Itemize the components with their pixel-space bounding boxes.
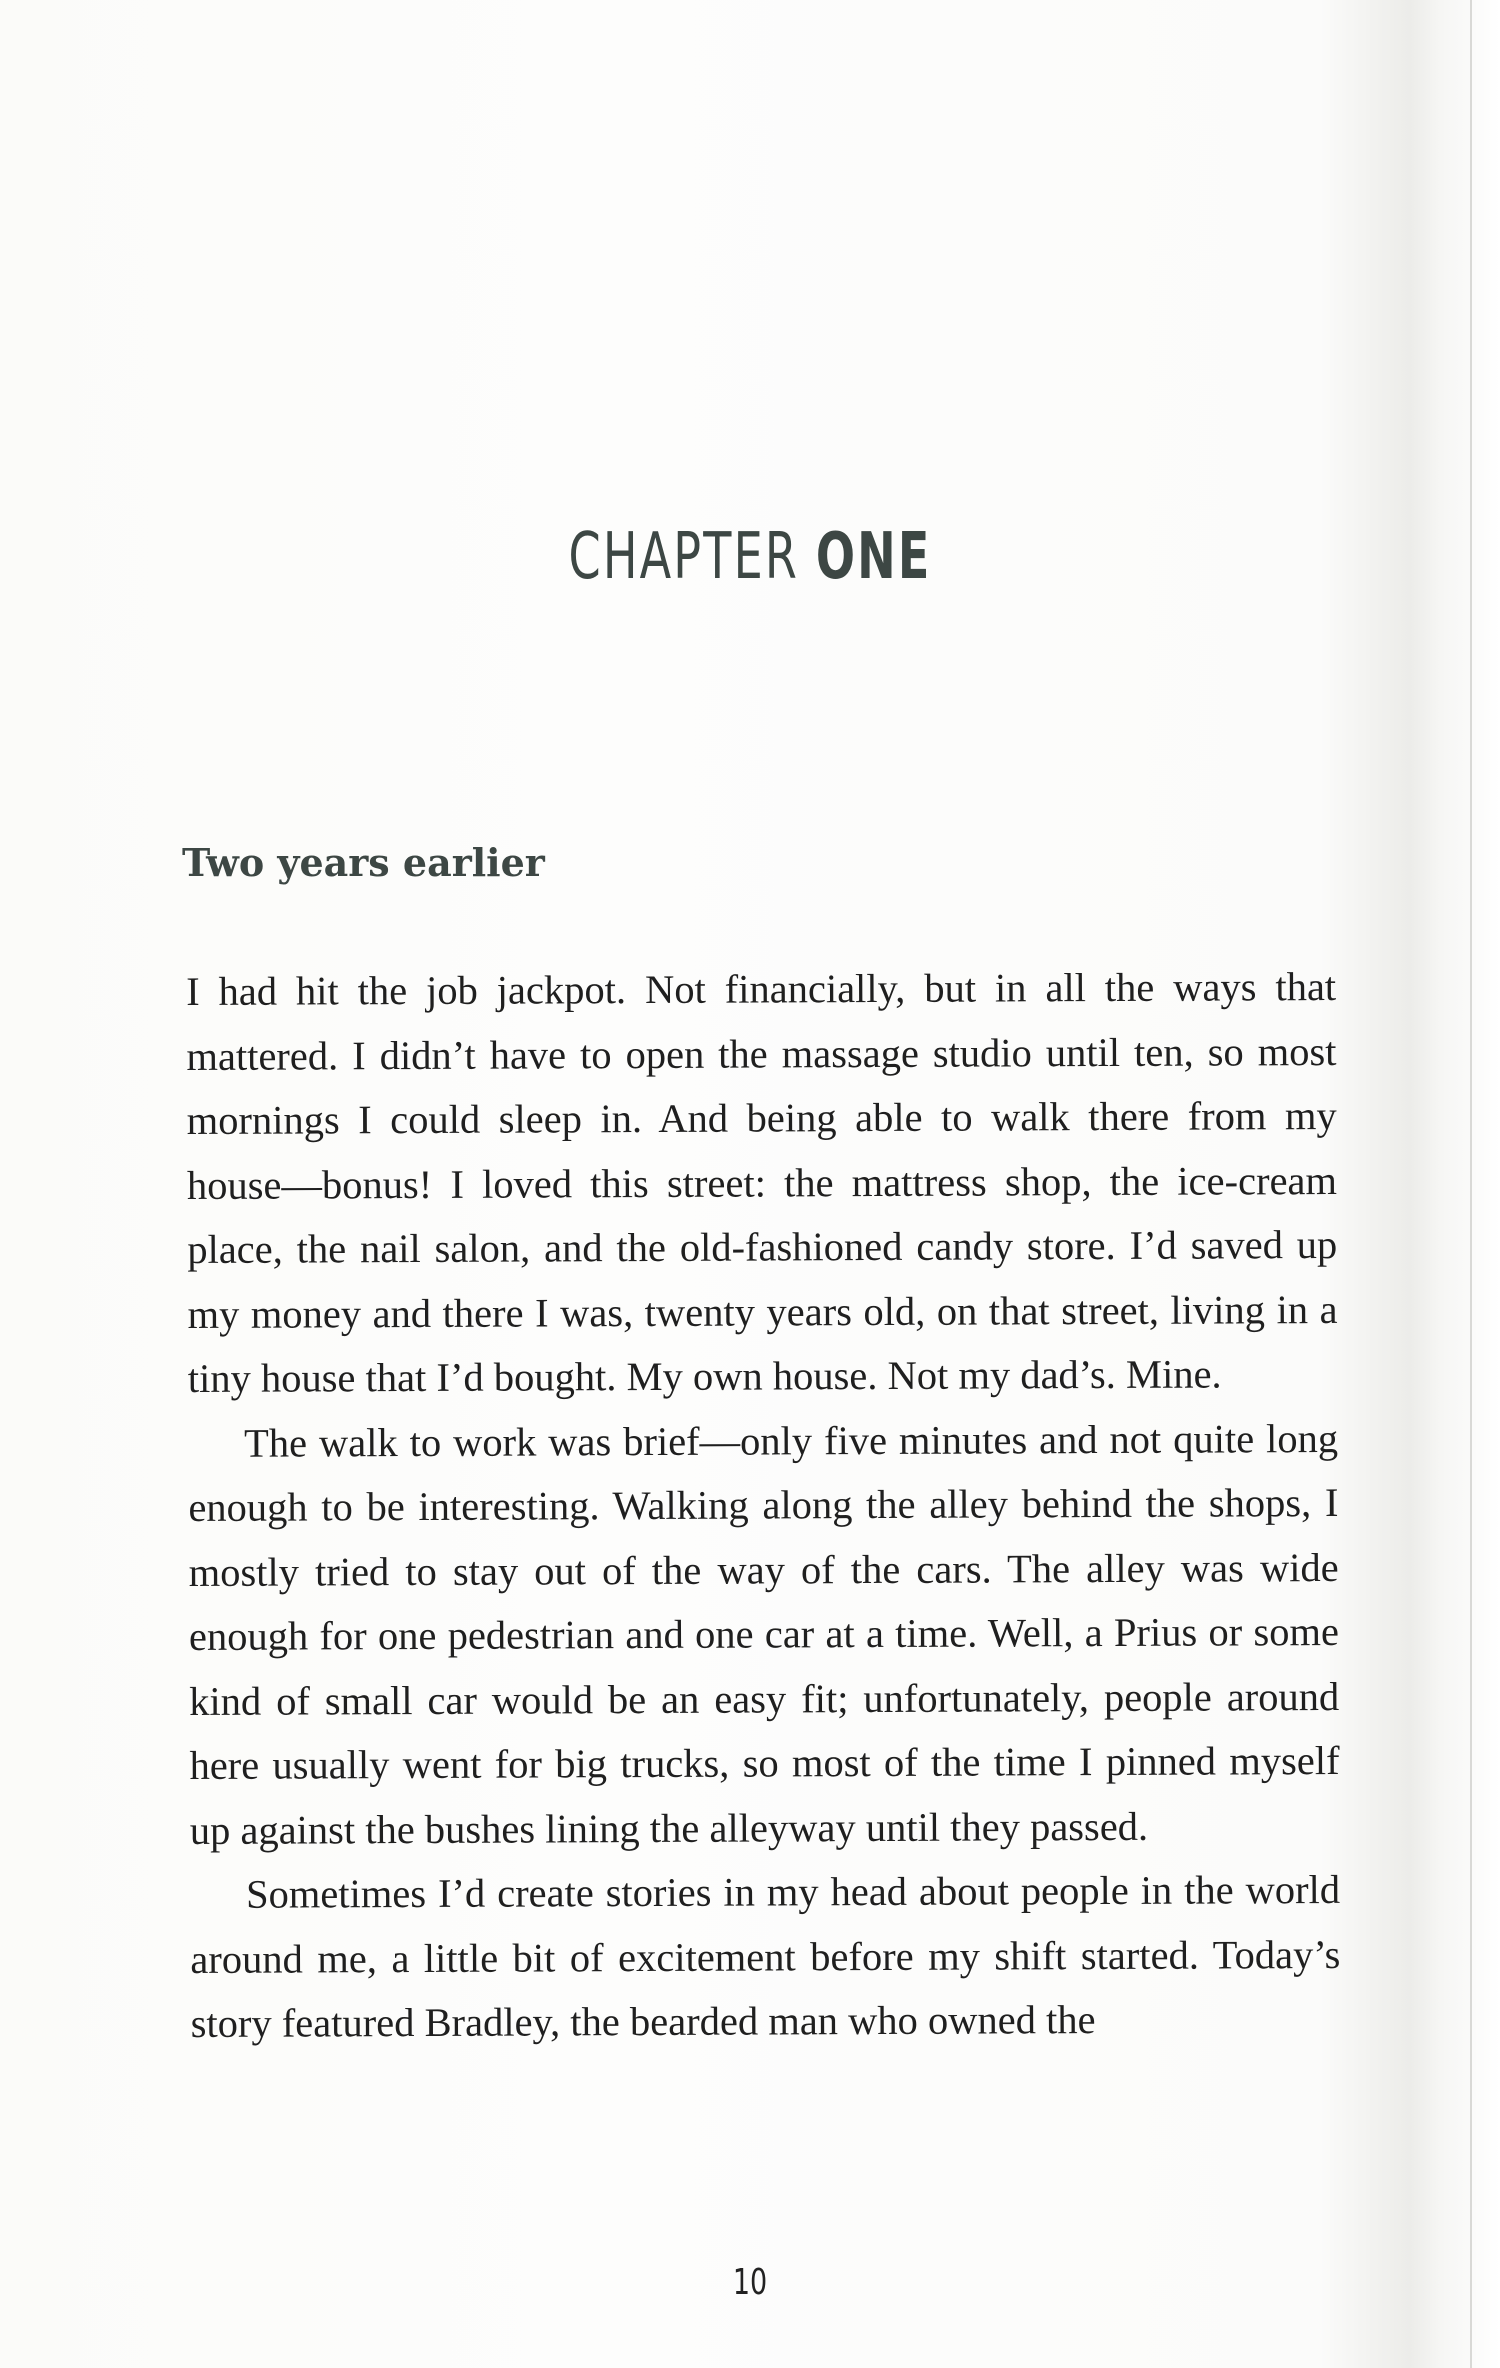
paragraph: Sometimes I’d create stories in my head about people in the world around me, a little bit of excitement before my shift started. Today’s story featured Bradley, the bearded man who owned the [190,1866,1341,2046]
page-number: 10 [732,2262,768,2303]
page-edge-shadow [1470,0,1472,2368]
section-heading: Two years earlier [182,840,545,885]
chapter-number: ONE [815,520,932,594]
paragraph: The walk to work was brief—only five minutes and not quite long enough to be interesting. Walking along the alley behind the shops, I mostly tried to stay out of the way of the cars. The alley was wide enough for one pedestrian and one car at a time. Well, a Prius or some kind of small car would be an easy fit; unfortunately, people around here usually went for big trucks, so most of the time I pinned myself up against the bushes lining the alleyway until they passed. [188,1415,1340,1853]
chapter-title [210,520,1290,594]
chapter-label: CHAPTER [568,520,800,594]
body-text [186,955,1341,2057]
paragraph: I had hit the job jackpot. Not financially, but in all the ways that mattered. I didn’t have to open the massage studio until ten, so most mornings I could sleep in. And being able to walk there from my house—bonus! I loved this street: the mattress shop, the ice-cream place, the nail salon, and the old-fashioned candy store. I’d saved up my money and there I was, twenty years old, on that street, living in a tiny house that I’d bought. My own house. Not my dad’s. Mine. [186,963,1338,1401]
